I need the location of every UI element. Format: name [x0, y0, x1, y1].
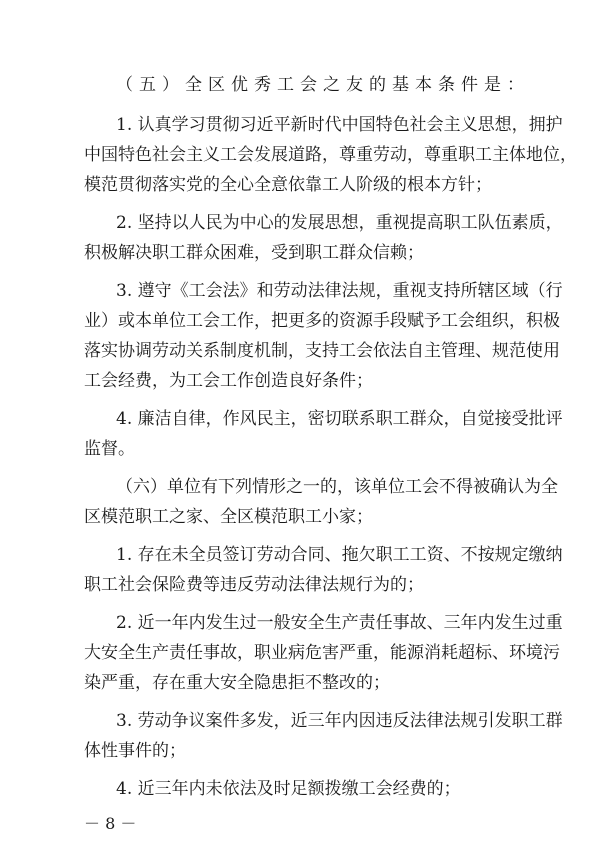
paragraph-line: 职工社会保险费等违反劳动法律法规行为的； — [84, 575, 424, 595]
paragraph-line: 4. 廉洁自律，作风民主，密切联系职工群众，自觉接受批评 — [116, 409, 563, 429]
paragraph-line: 1. 认真学习贯彻习近平新时代中国特色社会主义思想，拥护 — [116, 115, 563, 135]
paragraph-line: 工会经费，为工会工作创造良好条件； — [84, 371, 373, 391]
paragraph-line: 大安全生产责任事故，职业病危害严重，能源消耗超标、环境污 — [84, 643, 560, 663]
section-5-heading: （五）全区优秀工会之友的基本条件是： — [116, 75, 524, 95]
paragraph-line: 业）或本单位工会工作，把更多的资源手段赋予工会组织，积极 — [84, 311, 560, 331]
paragraph-line: 3. 劳动争议案件多发，近三年内因违反法律法规引发职工群 — [116, 711, 563, 731]
page-number: － 8 － — [84, 814, 137, 833]
paragraph-line: 监督。 — [84, 439, 135, 459]
paragraph-line: 落实协调劳动关系制度机制，支持工会依法自主管理、规范使用 — [84, 341, 560, 361]
paragraph-line: 3. 遵守《工会法》和劳动法律法规，重视支持所辖区域（行 — [116, 281, 563, 301]
paragraph-line: 模范贯彻落实党的全心全意依靠工人阶级的根本方针； — [84, 175, 492, 195]
paragraph-line: 1. 存在未全员签订劳动合同、拖欠职工工资、不按规定缴纳 — [116, 545, 563, 565]
paragraph-line: 积极解决职工群众困难，受到职工群众信赖； — [84, 243, 424, 263]
paragraph-line: 区模范职工之家、全区模范职工小家； — [84, 507, 373, 527]
paragraph-line: 中国特色社会主义工会发展道路，尊重劳动，尊重职工主体地位， — [84, 145, 577, 165]
paragraph-line: 染严重，存在重大安全隐患拒不整改的； — [84, 673, 390, 693]
paragraph-line: 2. 坚持以人民为中心的发展思想，重视提高职工队伍素质， — [116, 213, 563, 233]
paragraph-line: 4. 近三年内未依法及时足额拨缴工会经费的； — [116, 779, 461, 799]
paragraph-line: 体性事件的； — [84, 741, 186, 761]
section-6-heading: （六）单位有下列情形之一的，该单位工会不得被确认为全 — [116, 477, 558, 497]
paragraph-line: 2. 近一年内发生过一般安全生产责任事故、三年内发生过重 — [116, 613, 563, 633]
